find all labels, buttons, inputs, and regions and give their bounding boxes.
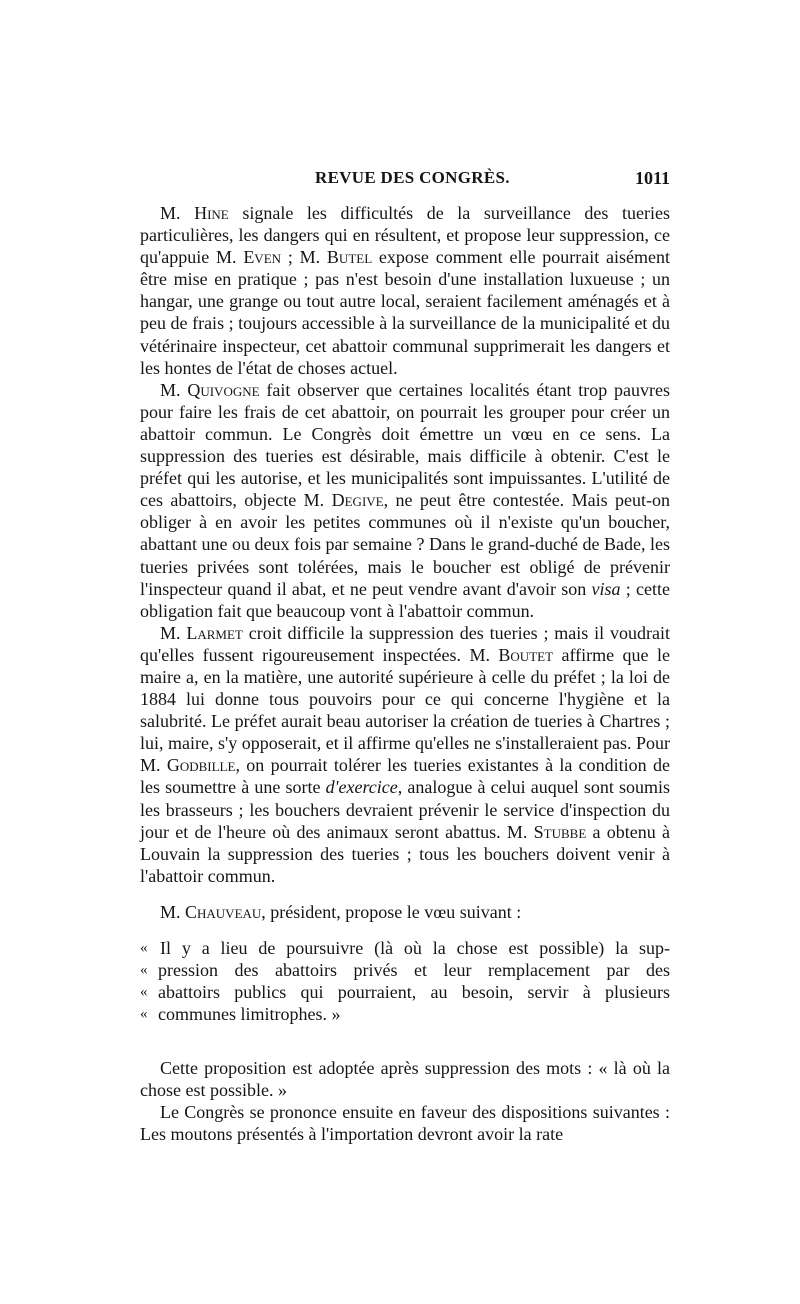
paragraph-text: M. [160, 622, 187, 643]
paragraph-text: ; M. [281, 247, 327, 268]
paragraph-text: signale les difficultés de la surveillance des tueries particulières, les dangers qui en résultent, et propose leur suppression, ce qu'appuie M. [140, 203, 670, 268]
speaker-name: Godbille [166, 755, 236, 776]
italic-term: d'exercice [325, 777, 398, 798]
paragraph-text: ; cette obligation fait que beaucoup vont à l'abattoir commun. [140, 578, 670, 621]
paragraph-adoption: Cette proposition est adoptée après suppression des mots : « là où la chose est possible. » [140, 1058, 670, 1101]
resolution-quote [140, 937, 670, 1025]
speaker-name: Quivogne [187, 379, 260, 400]
paragraph-hine [140, 202, 670, 379]
paragraph-text: M. [160, 379, 188, 400]
quote-line: « Il y a lieu de poursuivre (là où la chose est possible) la sup- [140, 938, 670, 958]
speaker-name: Hine [194, 203, 229, 223]
paragraph-text: , ne peut être contestée. Mais peut-on obliger à en avoir les petites communes où il n'existe qu'un boucher, abattant une ou deux fois par semaine ? Dans le grand-duché de Bade, les tueries privées sont tolérées, mais le boucher est obligé de prévenir l'inspecteur quand il abat, et ne peut vendre avant d'avoir son [140, 490, 670, 599]
paragraph-text: , analogue à celui auquel sont soumis les brasseurs ; les bouchers devraient prévenir le service d'inspection du jour et de l'heure où des animaux seront abattus. M. [140, 777, 670, 842]
quote-line: « pression des abattoirs privés et leur remplacement par des [140, 960, 670, 980]
paragraph-larmet [140, 622, 670, 887]
paragraph-text: fait observer que certaines localités étant trop pauvres pour faire les frais de cet abattoir, on pourrait les grouper pour créer un abattoir commun. Le Congrès doit émettre un vœu en ce sens. La suppression des tueries est désirable, mais difficile à obtenir. C'est le préfet qui les autorise, et les municipalités sont impuissantes. L'utilité de ces abattoirs, objecte M. [140, 379, 670, 511]
speaker-name: Even [243, 247, 282, 268]
speaker-name: Larmet [186, 622, 243, 643]
page-number: 1011 [634, 168, 670, 188]
paragraph-text: , on pourrait tolérer les tueries existantes à la condition de les soumettre à une sorte [140, 755, 670, 798]
speaker-name: Butel [326, 247, 373, 268]
speaker-name: Chauveau [185, 901, 262, 922]
page-body [140, 202, 670, 1145]
quote-mark: « [140, 962, 148, 978]
paragraph-dispositions: Le Congrès se prononce ensuite en faveur des dispositions suivantes : Les moutons présentés à l'importation devront avoir la rate [140, 1102, 670, 1145]
paragraph-chauveau [140, 901, 670, 923]
speaker-name: Degive [331, 490, 384, 511]
paragraph-text: a obtenu à Louvain la suppression des tueries ; tous les bouchers doivent venir à l'abattoir commun. [140, 821, 670, 886]
quote-mark: « [140, 1006, 148, 1022]
quote-mark: « [140, 984, 148, 1000]
paragraph-text: expose comment elle pourrait aisément être mise en pratique ; pas n'est besoin d'une installation luxueuse ; un hangar, une grange ou tout autre local, seraient facilement aménagés et à peu de frais ; toujours accessible à la surveillance de la municipalité et du vétérinaire inspecteur, cet abattoir communal supprimerait les dangers et les hontes de l'état de choses actuel. [140, 247, 670, 378]
page-header [140, 168, 670, 198]
italic-term: visa [591, 578, 621, 599]
quote-line: « communes limitrophes. » [140, 1004, 341, 1024]
paragraph-quivogne [140, 379, 670, 622]
quote-line: « abattoirs publics qui pourraient, au besoin, servir à plusieurs [140, 982, 670, 1002]
paragraph-text: M. [160, 901, 186, 922]
running-title: REVUE DES CONGRÈS. [315, 168, 510, 187]
paragraph-text: affirme que le maire a, en la matière, une autorité supérieure à celle du préfet ; la loi de 1884 lui donne tous pouvoirs pour ce qui concerne l'hygiène et la salubrité. Le préfet aurait beau autoriser la création de tueries à Chartres ; lui, maire, s'y opposerait, et il affirme qu'elles ne s'installeraient pas. Pour M. [140, 644, 670, 776]
paragraph-text: M. [160, 203, 195, 223]
paragraph-text: , président, propose le vœu suivant : [261, 901, 522, 922]
paragraph-text: croit difficile la suppression des tueries ; mais il voudrait qu'elles fussent rigoureusement inspectées. M. [140, 622, 671, 665]
speaker-name: Boutet [498, 644, 554, 665]
quote-mark: « [140, 940, 148, 956]
speaker-name: Stubbe [533, 821, 587, 842]
